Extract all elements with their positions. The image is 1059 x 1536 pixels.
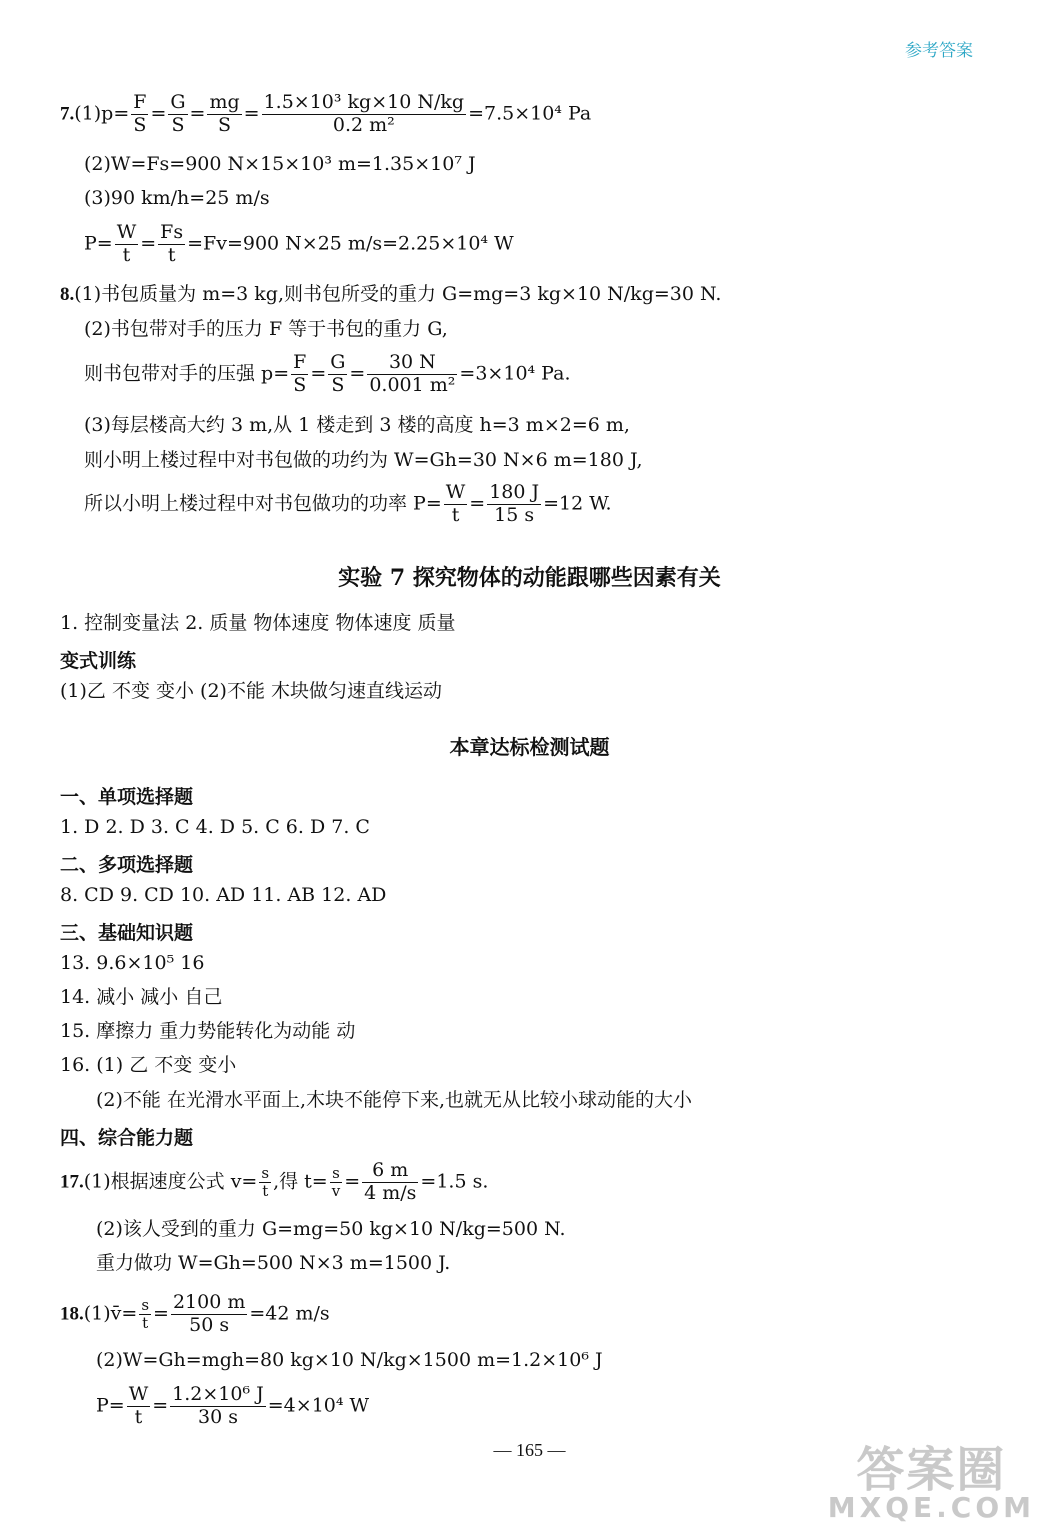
exp7-answer-1: 1. 控制变量法 2. 质量 物体速度 物体速度 质量: [60, 612, 456, 634]
q14-answer: 14. 减小 减小 自己: [60, 986, 223, 1008]
q17-line2: (2)该人受到的重力 G=mg=50 kg×10 N/kg=500 N.: [96, 1218, 566, 1240]
q8-line2: (2)书包带对手的压力 F 等于书包的重力 G,: [84, 318, 448, 340]
fraction: $\frac{F}{S}$: [293, 351, 307, 396]
fraction: $\frac{s}{v}$: [331, 1163, 341, 1200]
q13-answer: 13. 9.6×10⁵ 16: [60, 952, 205, 974]
q18-line2: (2)W=Gh=mgh=80 kg×10 N/kg×1500 m=1.2×10⁶ J: [96, 1349, 603, 1371]
fraction: $\frac{mg}{S}$: [209, 91, 240, 136]
q8-line3: 则书包带对手的压强 p= $\frac{F}{S}$ = $\frac{G}{S}$ = $\frac{30 N}{\text{0.001 m²}}$ =3×10⁴ Pa.: [84, 351, 571, 396]
section1-answers: 1. D 2. D 3. C 4. D 5. C 6. D 7. C: [60, 816, 370, 838]
q8-line1: 8.(1)书包质量为 m=3 kg,则书包所受的重力 G=mg=3 kg×10 N/kg=30 N.: [60, 283, 722, 305]
fraction: $\frac{\text{1.5×10³ kg×10 N/kg}}{\text{0.2 m²}}$: [263, 91, 465, 136]
fraction: $\frac{180 J}{15 s}$: [489, 481, 540, 526]
section2-answers: 8. CD 9. CD 10. AD 11. AB 12. AD: [60, 884, 387, 906]
fraction: $\frac{6 m}{4 m/s}$: [364, 1159, 417, 1204]
fraction: $\frac{W}{t}$: [445, 481, 466, 526]
fraction: $\frac{W}{t}$: [116, 221, 137, 266]
q17-line3: 重力做功 W=Gh=500 N×3 m=1500 J.: [96, 1252, 451, 1274]
experiment-title: 实验 7 探究物体的动能跟哪些因素有关: [338, 565, 721, 591]
q7-line2: (2)W=Fs=900 N×15×10³ m=1.35×10⁷ J: [84, 153, 476, 175]
section2-heading: 二、多项选择题: [60, 854, 194, 876]
q18-number: 18.: [60, 1303, 84, 1325]
fraction: $\frac{s}{t}$: [261, 1163, 270, 1200]
q8-number: 8.: [60, 284, 75, 305]
fraction: $\frac{G}{S}$: [170, 91, 186, 136]
section1-heading: 一、单项选择题: [60, 786, 194, 808]
variant-training-heading: 变式训练: [60, 650, 137, 672]
fraction: $\frac{W}{t}$: [128, 1383, 149, 1428]
section3-heading: 三、基础知识题: [60, 922, 194, 944]
page-number: — 165 —: [493, 1440, 566, 1460]
q15-answer: 15. 摩擦力 重力势能转化为动能 动: [60, 1020, 356, 1042]
fraction: $\frac{2100 m}{50 s}$: [172, 1291, 246, 1336]
q7-line1: 7.(1)p= $\frac{F}{S}$ = $\frac{G}{S}$ = $\frac{mg}{S}$ = $\frac{\text{1.5×10³ kg×10 N/kg}}{\text{0.2 m²}}$ =7.5×10⁴ Pa: [60, 91, 592, 136]
fraction: $\frac{s}{t}$: [141, 1295, 150, 1332]
fraction: $\frac{30 N}{\text{0.001 m²}}$: [369, 351, 456, 396]
q8-line5: 则小明上楼过程中对书包做的功约为 W=Gh=30 N×6 m=180 J,: [84, 449, 643, 471]
chapter-test-title: 本章达标检测试题: [449, 735, 610, 759]
q8-line4: (3)每层楼高大约 3 m,从 1 楼走到 3 楼的高度 h=3 m×2=6 m,: [84, 414, 630, 436]
fraction: $\frac{F}{S}$: [133, 91, 147, 136]
fraction: $\frac{Fs}{t}$: [160, 221, 184, 266]
q8-line6: 所以小明上楼过程中对书包做功的功率 P= $\frac{W}{t}$ = $\frac{180 J}{15 s}$ =12 W.: [84, 481, 612, 526]
section4-heading: 四、综合能力题: [60, 1127, 194, 1149]
watermark-logo: 答案圈 MXQE.COM: [827, 1442, 1035, 1524]
q17-number: 17.: [60, 1171, 84, 1193]
q16-answer-2: (2)不能 在光滑水平面上,木块不能停下来,也就无从比较小球动能的大小: [96, 1089, 693, 1111]
q7-number: 7.: [60, 103, 75, 125]
fraction: $\frac{G}{S}$: [330, 351, 346, 396]
fraction: $\frac{\text{1.2×10⁶ J}}{30 s}$: [172, 1383, 264, 1428]
q16-answer-1: 16. (1) 乙 不变 变小: [60, 1054, 237, 1076]
variant-training-answer: (1)乙 不变 变小 (2)不能 木块做匀速直线运动: [60, 680, 442, 702]
header-tag: 参考答案: [905, 41, 973, 61]
q18-line3: P= $\frac{W}{t}$ = $\frac{\text{1.2×10⁶ J}}{30 s}$ =4×10⁴ W: [96, 1383, 370, 1428]
q7-line4: P= $\frac{W}{t}$ = $\frac{Fs}{t}$ =Fv=900 N×25 m/s=2.25×10⁴ W: [84, 221, 514, 266]
q7-line3: (3)90 km/h=25 m/s: [84, 187, 270, 209]
q18-line1: 18.(1)v̄= $\frac{s}{t}$ = $\frac{2100 m}{50 s}$ =42 m/s: [60, 1291, 330, 1336]
q17-line1: 17.(1)根据速度公式 v= $\frac{s}{t}$ ,得 t= $\frac{s}{v}$ = $\frac{6 m}{4 m/s}$ =1.5 s.: [60, 1159, 489, 1204]
